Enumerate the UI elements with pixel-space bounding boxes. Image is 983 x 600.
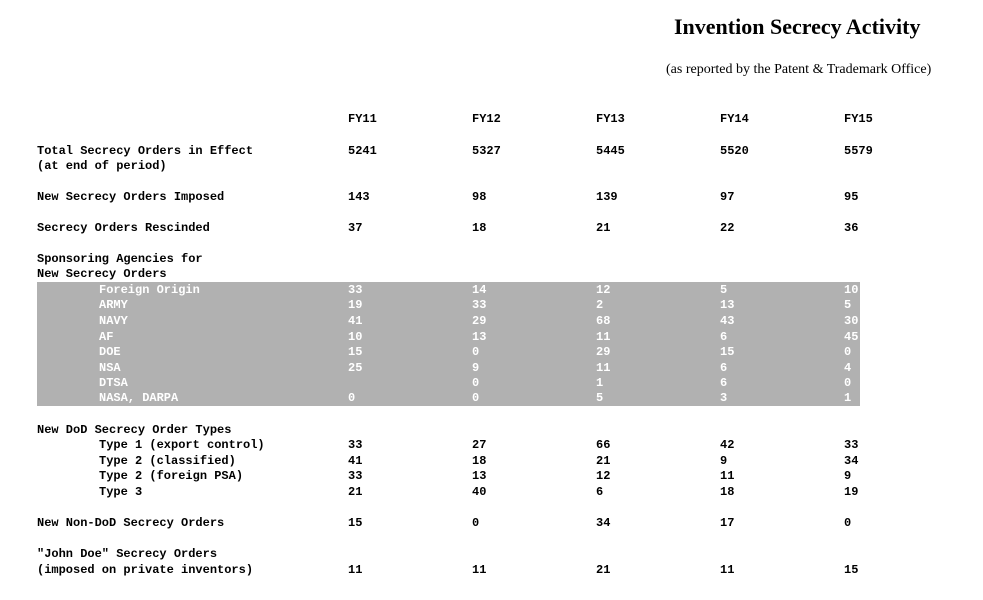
cell: 33	[348, 283, 363, 297]
cell: 98	[472, 190, 487, 204]
cell: 66	[596, 438, 611, 452]
cell: 10	[348, 330, 363, 344]
agency-label: ARMY	[99, 298, 128, 312]
cell: 11	[720, 563, 735, 577]
agency-label: NASA, DARPA	[99, 391, 179, 405]
cell: 18	[472, 454, 487, 468]
agency-highlight-block	[37, 282, 860, 406]
cell: 5241	[348, 144, 377, 158]
cell: 5	[596, 391, 604, 405]
agency-label: NSA	[99, 361, 121, 375]
cell: 37	[348, 221, 363, 235]
cell: 41	[348, 454, 363, 468]
agency-label: AF	[99, 330, 114, 344]
cell: 12	[596, 469, 611, 483]
cell: 40	[472, 485, 487, 499]
cell: 22	[720, 221, 735, 235]
cell: 15	[348, 345, 363, 359]
column-header: FY14	[720, 112, 749, 126]
column-header: FY13	[596, 112, 625, 126]
cell: 5	[720, 283, 728, 297]
cell: 9	[720, 454, 728, 468]
cell: 4	[844, 361, 852, 375]
cell: 97	[720, 190, 735, 204]
cell: 0	[844, 376, 852, 390]
cell: 5327	[472, 144, 501, 158]
cell: 12	[596, 283, 611, 297]
cell: 43	[720, 314, 735, 328]
cell: 0	[844, 516, 852, 530]
agency-label: DTSA	[99, 376, 128, 390]
agency-label: Foreign Origin	[99, 283, 200, 297]
agency-label: DOE	[99, 345, 121, 359]
cell: 11	[596, 361, 611, 375]
cell: 34	[596, 516, 611, 530]
cell: 11	[596, 330, 611, 344]
cell: 30	[844, 314, 859, 328]
cell: 68	[596, 314, 611, 328]
cell: 6	[720, 330, 728, 344]
cell: 0	[348, 391, 356, 405]
cell: 15	[720, 345, 735, 359]
agency-label: NAVY	[99, 314, 128, 328]
cell: 14	[472, 283, 487, 297]
cell: 11	[348, 563, 363, 577]
cell: 1	[596, 376, 604, 390]
dod-type-label: Type 3	[99, 485, 143, 499]
dod-type-label: Type 2 (classified)	[99, 454, 236, 468]
cell: 18	[472, 221, 487, 235]
dod-type-label: Type 1 (export control)	[99, 438, 265, 452]
cell: 33	[348, 438, 363, 452]
cell: 0	[844, 345, 852, 359]
cell: 6	[720, 376, 728, 390]
cell: 0	[472, 376, 480, 390]
cell: 13	[720, 298, 735, 312]
cell: 6	[720, 361, 728, 375]
row-label: New Secrecy Orders Imposed	[37, 190, 225, 204]
cell: 143	[348, 190, 370, 204]
cell: 3	[720, 391, 728, 405]
cell: 10	[844, 283, 859, 297]
column-header: FY11	[348, 112, 377, 126]
cell: 5445	[596, 144, 625, 158]
column-header: FY12	[472, 112, 501, 126]
cell: 0	[472, 391, 480, 405]
cell: 21	[596, 221, 611, 235]
row-label-note: (at end of period)	[37, 159, 167, 173]
row-label: Total Secrecy Orders in Effect	[37, 144, 254, 158]
cell: 5520	[720, 144, 749, 158]
cell: 34	[844, 454, 859, 468]
cell: 41	[348, 314, 363, 328]
cell: 13	[472, 330, 487, 344]
cell: 13	[472, 469, 487, 483]
cell: 11	[472, 563, 487, 577]
cell: 9	[472, 361, 480, 375]
cell: 18	[720, 485, 735, 499]
cell: 29	[596, 345, 611, 359]
cell: 19	[348, 298, 363, 312]
section-header-line: New DoD Secrecy Order Types	[37, 423, 232, 437]
row-label-note: (imposed on private inventors)	[37, 563, 254, 577]
cell: 0	[472, 516, 480, 530]
cell: 5579	[844, 144, 873, 158]
cell: 33	[472, 298, 487, 312]
cell: 21	[596, 454, 611, 468]
row-label: "John Doe" Secrecy Orders	[37, 547, 218, 561]
cell: 11	[720, 469, 735, 483]
cell: 33	[844, 438, 859, 452]
cell: 17	[720, 516, 735, 530]
cell: 25	[348, 361, 363, 375]
cell: 1	[844, 391, 852, 405]
cell: 95	[844, 190, 859, 204]
cell: 42	[720, 438, 735, 452]
cell: 45	[844, 330, 859, 344]
row-label: Secrecy Orders Rescinded	[37, 221, 210, 235]
cell: 15	[348, 516, 363, 530]
page-subtitle: (as reported by the Patent & Trademark Office)	[666, 62, 932, 77]
cell: 21	[348, 485, 363, 499]
cell: 15	[844, 563, 859, 577]
cell: 27	[472, 438, 487, 452]
cell: 21	[596, 563, 611, 577]
cell: 9	[844, 469, 852, 483]
page-title: Invention Secrecy Activity	[674, 14, 921, 39]
column-header: FY15	[844, 112, 873, 126]
cell: 33	[348, 469, 363, 483]
cell: 5	[844, 298, 852, 312]
section-header-line: New Secrecy Orders	[37, 267, 167, 281]
row-label: New Non-DoD Secrecy Orders	[37, 516, 225, 530]
cell: 0	[472, 345, 480, 359]
cell: 19	[844, 485, 859, 499]
dod-type-label: Type 2 (foreign PSA)	[99, 469, 244, 483]
cell: 2	[596, 298, 604, 312]
section-header-line: Sponsoring Agencies for	[37, 252, 203, 266]
cell: 36	[844, 221, 859, 235]
cell: 139	[596, 190, 618, 204]
cell: 6	[596, 485, 604, 499]
cell: 29	[472, 314, 487, 328]
